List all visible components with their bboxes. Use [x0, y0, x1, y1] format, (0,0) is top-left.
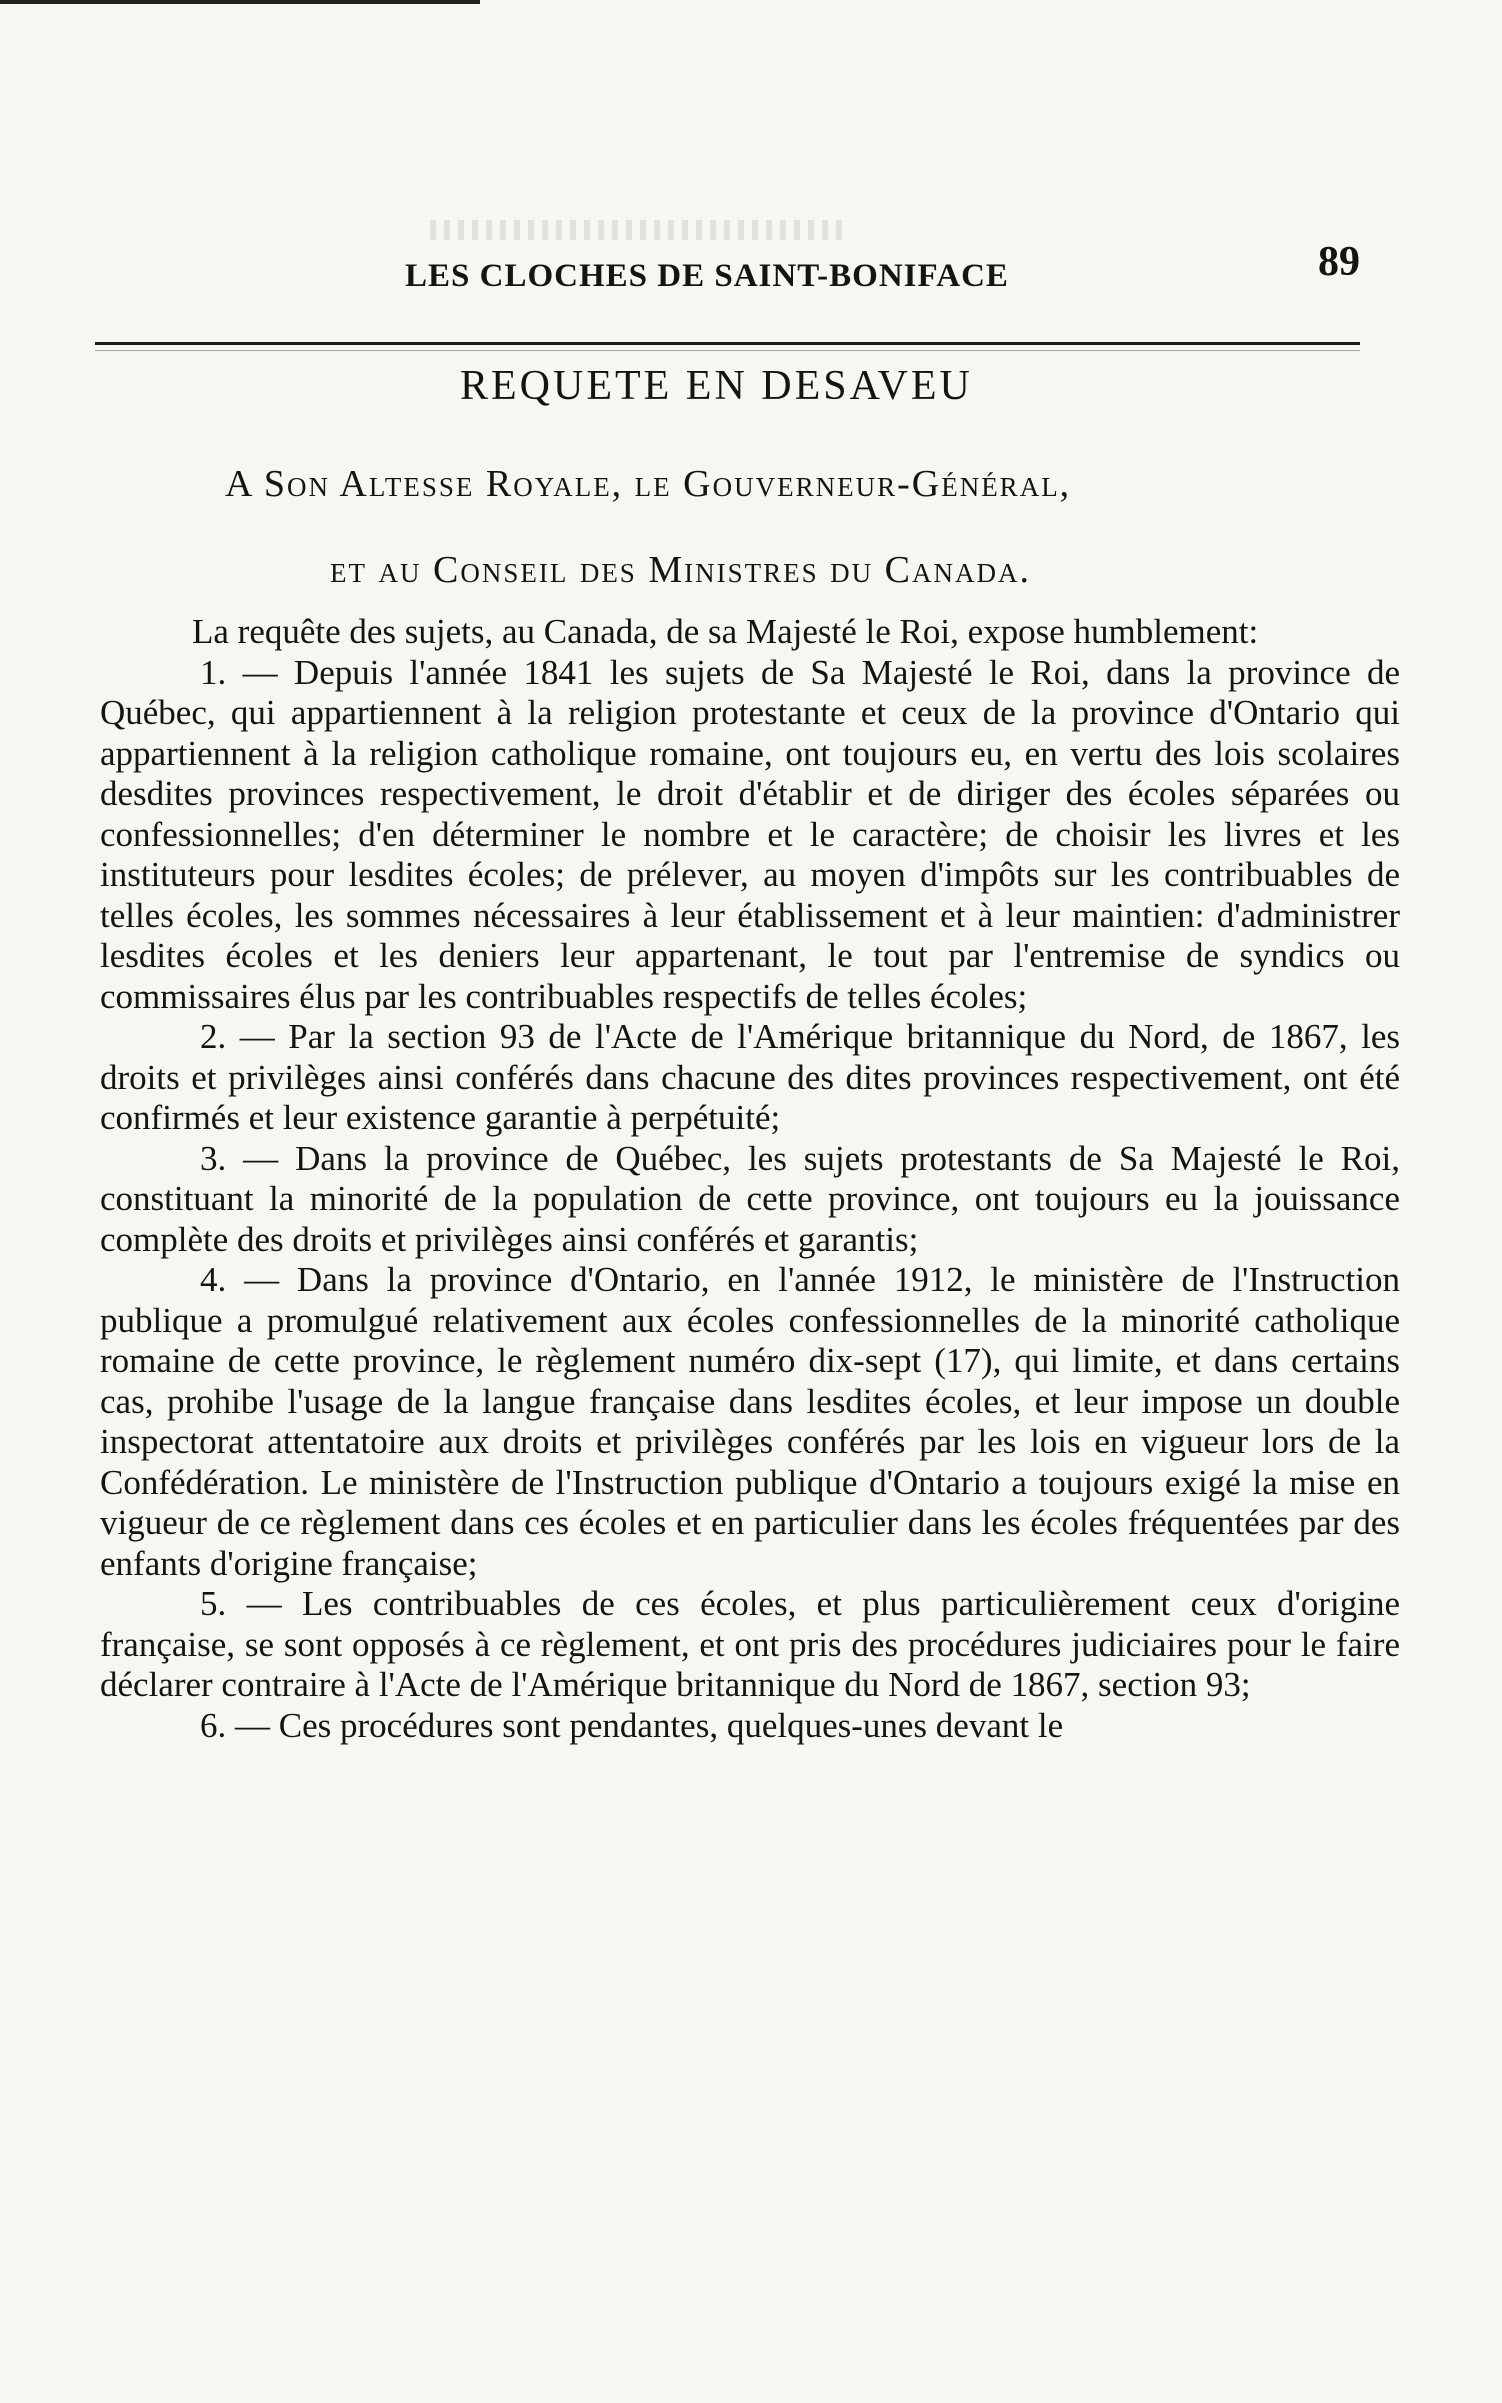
top-edge-rule	[0, 0, 480, 4]
paragraph-5: 5. — Les contribuables de ces écoles, et plus particulièrement ceux d'origine française, se sont opposés à ce règlement, et ont pris des procédures judiciaires pour le faire déclarer contraire à l'Acte de l'Amérique britannique du Nord de 1867, section 93;	[100, 1584, 1400, 1704]
header-rule	[95, 342, 1360, 345]
paragraph-3: 3. — Dans la province de Québec, les sujets protestants de Sa Majesté le Roi, constituant la minorité de la population de cette province, ont toujours eu la jouissance complète des droits et privilèges ainsi conférés et garantis;	[100, 1138, 1400, 1259]
header-rule-thin	[95, 350, 1360, 351]
paragraph-6: 6. — Ces procédures sont pendantes, quelques-unes devant le	[200, 1705, 1064, 1745]
intro-paragraph: La requête des sujets, au Canada, de sa Majesté le Roi, expose humblement:	[192, 612, 1259, 651]
paragraph-4: 4. — Dans la province d'Ontario, en l'année 1912, le ministère de l'Instruction publique a promulgué relativement aux écoles confessionnelles de la minorité catholique romaine de cette province, le règlement numéro dix-sept (17), qui limite, et dans certains cas, prohibe l'usage de la langue française dans lesdites écoles, et leur impose un double inspectorat attentatoire aux droits et privilèges conférés par les lois en vigueur lors de la Confédération. Le ministère de l'Instruction publique d'Ontario a toujours exigé la mise en vigueur de ce règlement dans ces écoles et en particulier dans les écoles fréquentées par des enfants d'origine française;	[100, 1260, 1400, 1583]
address-line-2: et au Conseil des Ministres du Canada.	[330, 549, 1031, 591]
page-number: 89	[1318, 239, 1360, 285]
paragraph-2: 2. — Par la section 93 de l'Acte de l'Amérique britannique du Nord, de 1867, les droits et privilèges ainsi conférés dans chacune des dites provinces respectivement, ont été confirmés et leur existence garantie à perpétuité;	[100, 1017, 1400, 1137]
address-line-1: A Son Altesse Royale, le Gouverneur-Général,	[225, 463, 1072, 505]
running-header: LES CLOCHES DE SAINT-BONIFACE	[405, 258, 1009, 294]
show-through-text	[430, 220, 850, 240]
document-title: REQUETE EN DESAVEU	[460, 363, 973, 409]
paragraph-1: 1. — Depuis l'année 1841 les sujets de Sa Majesté le Roi, dans la province de Québec, qui appartiennent à la religion protestante et ceux de la province d'Ontario qui appartiennent à la religion catholique romaine, ont toujours eu, en vertu des lois scolaires desdites provinces respectivement, le droit d'établir et de diriger des écoles séparées ou confessionnelles; d'en déterminer le nombre et le caractère; de choisir les livres et les instituteurs pour lesdites écoles; de prélever, au moyen d'impôts sur les contribuables de telles écoles, les sommes nécessaires à leur établissement et à leur maintien: d'administrer lesdites écoles et les deniers leur appartenant, le tout par l'entremise de syndics ou commissaires élus par les contribuables respectifs de telles écoles;	[100, 652, 1400, 1016]
body-text	[100, 612, 1400, 1746]
